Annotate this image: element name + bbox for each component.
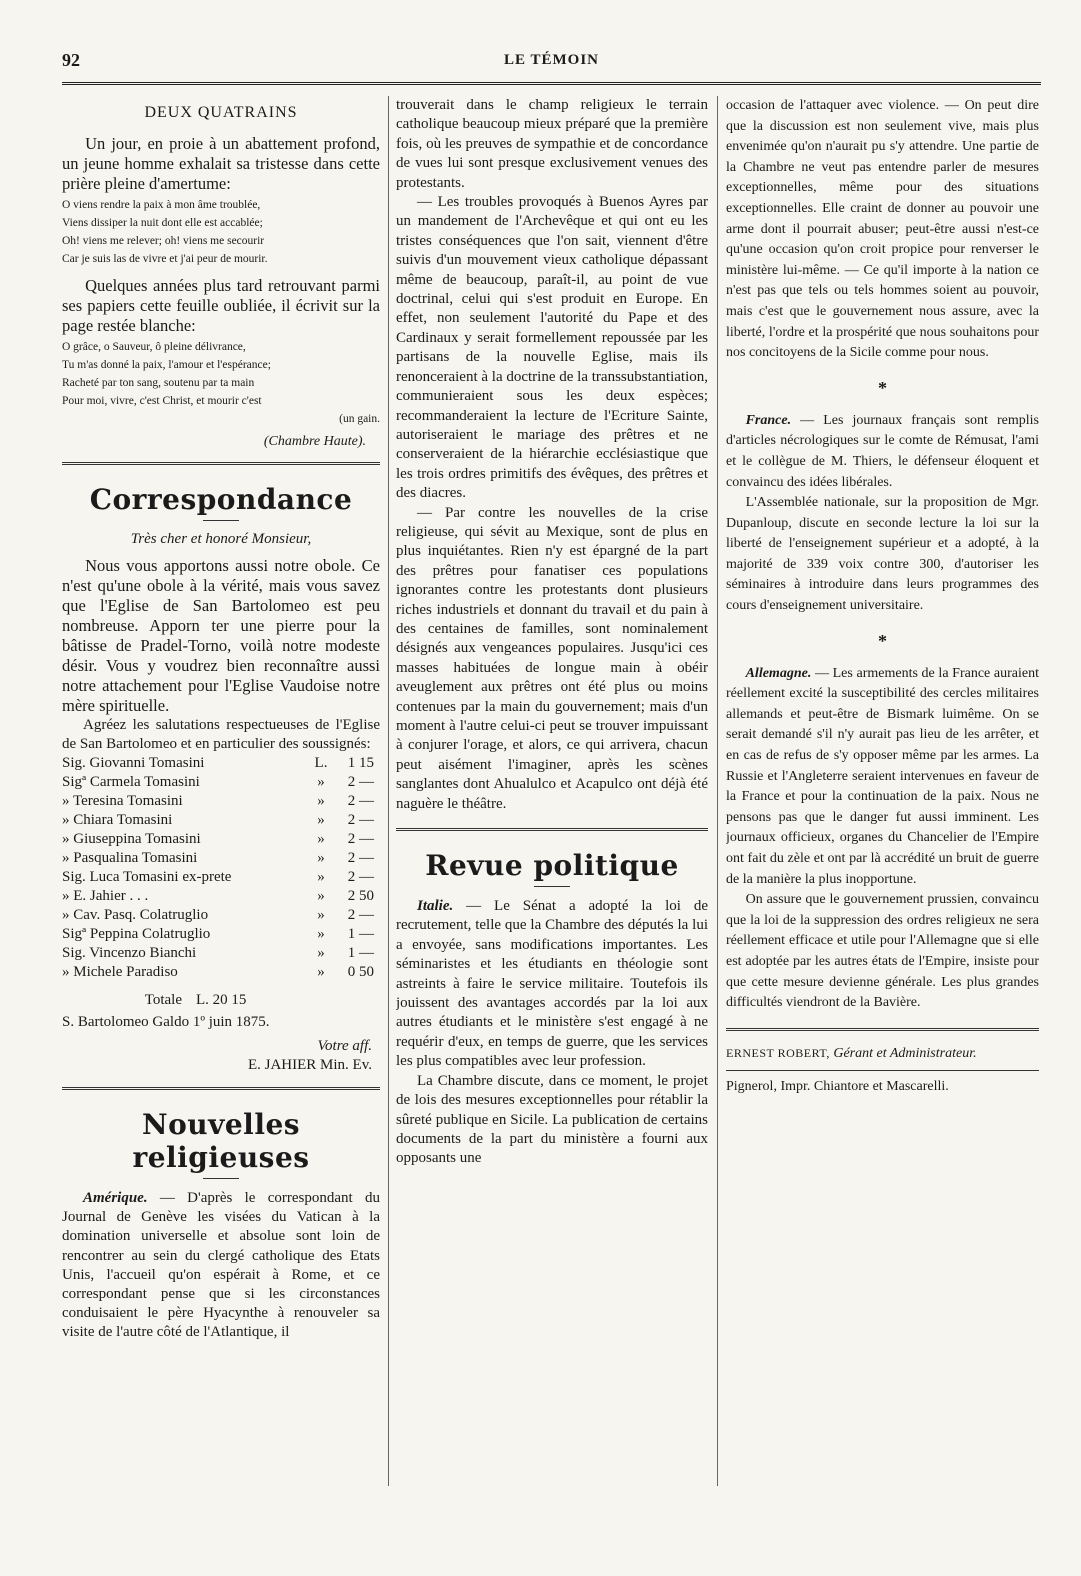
subscriber-amount: 1 15 [347,755,374,772]
column-2 [396,96,708,1486]
newspaper-title: LE TÉMOIN [504,52,599,68]
article-paragraph: trouverait dans le champ religieux le terrain catholique beaucoup mieux préparé que la première fois, où les preuves de sympathie et de concordance de vues lui sont presque exclusivement venues des protestants. [396,97,708,191]
printer-credit: Pignerol, Impr. Chiantore et Mascarelli. [726,1079,949,1095]
correspondance-title: Correspondance [89,483,353,516]
verse-line: Pour moi, vivre, c'est Christ, et mourir c'est [62,395,262,407]
subscriber-currency: » [317,964,325,981]
subscriber-name: Sigª Carmela Tomasini [62,774,200,791]
revue-politique-title: Revue politique [425,849,679,883]
subscriber-amount: 1 — [347,926,374,943]
subscriber-name: Sig. Giovanni Tomasini [62,755,205,772]
subscriber-amount: 2 — [347,793,374,810]
subscriber-currency: » [317,869,325,886]
subscriber-name: » Pasqualina Tomasini [62,850,198,867]
subscriber-row [62,925,380,944]
correspondance-text: Nous vous apportons aussi notre obole. Ce n'est qu'une obole à la vérité, mais vous savez que l'Eglise de San Bartolomeo est peu nombreuse. Apporn ter une pierre pour la bâtisse de Pradel-Torno, voilà notre modeste désir. Vous y voudrez bien reconnaître aussi notre attachement pour l'Eglise Vaudoise notre mère spirituelle. [62,556,380,715]
section-separator [726,1028,1039,1031]
verse-line: Racheté par ton sang, soutenu par ta main [62,377,255,389]
header-rule [62,82,1041,85]
france-label: France. [745,412,792,428]
allemagne-text: — Les armements de la France auraient réellement excité la susceptibilité des cercles militaires allemands et peut-être de Bismark luimême. On se serait demandé s'il n'y aurait pas lieu de les arrêter, et en cas de refus de s'y opposer même par les armes. La Russie et l'Angleterre seraient intervenues en faveur de la France et pour la continuation de la paix. Nous ne pensons pas que le danger fut aussi imminent. Les journaux officieux, organes du Chancelier de l'Empire ont fait du zèle et ont par là accrédité un bruit de guerre de la manière la plus inopportune. [726,665,1039,887]
subscriber-name: » Michele Paradiso [62,964,178,981]
buenos-ayres-paragraph: — Les troubles provoqués à Buenos Ayres par un mandement de l'Archevêque et qui ont eu les tristes conséquences que l'on sait, viennent d'être suivis d'un mouvement vieux catholique dépassant même de beaucoup, paraît-il, au point de vue doctrinal, celui qui s'est produit en Europe. En effet, non seulement l'autorité du Pape et des Cardinaux y serait formellement repoussée par les partisans de la nouvelle Eglise, mais ils renonceraient à la doctrine de la transsubstantiation, communieraient sous les deux espèces; recommanderaient la lecture de l'Ecriture Sainte, autoriseraient le mariage des prêtres et ne conserveraient de la hiérarchie ecclésiastique que les trois ordres primitifs des évêques, des prêtres et des diacres. [396,194,708,502]
subscriber-currency: » [317,812,325,829]
verse-line: Viens dissiper la nuit dont elle est accablée; [62,217,263,229]
place-date: S. Bartolomeo Galdo 1º juin 1875. [62,1014,270,1031]
subscriber-currency: » [317,793,325,810]
section-star: * [878,630,887,651]
subscriber-name: » Teresina Tomasini [62,793,183,810]
subscriber-currency: » [317,926,325,943]
subscriber-currency: » [317,945,325,962]
section-separator [62,462,380,465]
total-row [62,992,380,1009]
signature: E. JAHIER Min. Ev. [247,1056,372,1073]
prusse-paragraph: On assure que le gouvernement prussien, convaincu que la loi de la suppression des ordres religieux ne sera réellement efficace et utile pour l'Allemagne que si elle est adoptée par les autres états de l'Empire, insiste pour que cette mesure devienne générale. Les plus grandes difficultés viendront de la Bavière. [726,892,1039,1011]
verse-line: Tu m'as donné la paix, l'amour et l'espérance; [62,359,271,371]
page-number: 92 [62,50,80,70]
subscriber-name: » E. Jahier . . . [62,888,149,905]
salutation: Très cher et honoré Monsieur, [130,531,312,547]
section-star: * [878,377,887,398]
title-dash [203,520,239,521]
chambre-paragraph: La Chambre discute, dans ce moment, le projet de lois des mesures exceptionnelles pour rétablir la sûreté publique en Sicile. La publication de certains documents de la part du ministère a fourni aux opposants une [396,1072,708,1167]
subscriber-currency: » [317,888,325,905]
subscriber-row [62,849,380,868]
subscriber-currency: » [317,831,325,848]
quatrains-intro: Un jour, en proie à un abattement profond, un jeune homme exhalait sa tristesse dans cette prière pleine d'amertume: [62,134,380,193]
subscriber-name: » Cav. Pasq. Colatruglio [62,907,209,924]
article-paragraph: occasion de l'attaquer avec violence. — On peut dire que la discussion est non seulement vive, mais plus envenimée qu'on n'aurait pu s'y attendre. Une partie de la Chambre ne veut pas entendre parler de mesures exceptionnelles, même pour des situations exceptionnelles. Elle craint de donner au pouvoir une arme dont il pourrait abuser; peut-être aussi n'est-ce qu'une occasion qu'on croit propice pour renverser le ministère lui-même. — Ce qu'il importe à la nation ce n'est pas que tels ou tels hommes soient au pouvoir, mais c'est que le gouvernement nous assure, avec la liberté, l'ordre et la prospérité que nous souhaitons pour nos concitoyens de la Sicile comme pour nous. [726,98,1039,361]
subscriber-row [62,792,380,811]
subscriber-row [62,944,380,963]
quatrains-intro-2: Quelques années plus tard retrouvant parmi ses papiers cette feuille oubliée, il écrivit sur la page restée blanche: [62,276,380,335]
amerique-text: — D'après le correspondant du Journal de Genève les visées du Vatican à la domination universelle et absolue sont loin de rencontrer au sein du clergé catholique des Etats Unis, l'accueil qu'on espérait à Rome, et ce correspondant pense que si les circonstances conduisaient le père Hyacynthe à renouveler sa visite de l'autre côté de l'Atlantique, il [62,1190,380,1341]
subscriber-amount: 2 — [347,831,374,848]
manager-role: Gérant et Administrateur. [833,1045,977,1061]
subscriber-amount: 2 50 [347,888,374,905]
subscriber-row [62,773,380,792]
subscriber-row [62,754,380,773]
italie-article [396,897,708,1072]
subscriber-amount: 2 — [347,850,374,867]
subscriber-row [62,830,380,849]
subscriber-name: Sigª Peppina Colatruglio [62,926,211,943]
total-value: L. 20 15 [196,992,247,1009]
subscriber-row [62,963,380,982]
subscriber-amount: 2 — [347,812,374,829]
assemblee-paragraph: L'Assemblée nationale, sur la proposition de Mgr. Dupanloup, discute en seconde lecture la loi sur la liberté de l'enseignement supérieur et a adopté, à la majorité de 339 voix contre 300, d'autoriser les séminaires à introduire dans leurs programmes des cours d'enseignement universitaire. [726,495,1039,614]
verse-line: O grâce, o Sauveur, ô pleine délivrance, [62,341,246,353]
verse-line: (un gain. [339,413,380,425]
subscriber-name: Sig. Vincenzo Bianchi [62,945,197,962]
amerique-article [62,1189,380,1343]
quatrains-title: DEUX QUATRAINS [144,104,298,121]
subscriber-row [62,868,380,887]
subscriber-currency: L. [314,755,328,772]
verse-1 [62,196,380,268]
subscriber-amount: 2 — [347,774,374,791]
verse-line: O viens rendre la paix à mon âme troublée, [62,199,261,211]
verse-line: Car je suis las de vivre et j'ai peur de mourir. [62,253,268,265]
correspondance-text-2: Agréez les salutations respectueuses de l'Eglise de San Bartolomeo et en particulier des soussignés: [62,717,380,753]
manager-credit [726,1043,1039,1065]
subscriber-name: » Giuseppina Tomasini [62,831,201,848]
footer-rule [726,1070,1039,1071]
title-dash [203,1178,239,1179]
total-label: Totale [144,992,182,1009]
verse-source: (Chambre Haute). [263,434,366,449]
mexique-paragraph: — Par contre les nouvelles de la crise religieuse, qui sévit au Mexique, sont de plus en plus inquiétantes. Rien n'y est épargné de la part des prêtres pour fanatiser ces populations ignorantes contre les protestants dont plusieurs riches industriels et donnant du travail et du pain à des centaines de familles, sont nominalement désignés aux vengeances populaires. Jusqu'ici ces masses habituées de longue main à obéir aveuglement aux prêtres ont été plus ou moins contenues par la main du gouvernement; mais d'un moment à l'autre celui-ci peut se trouver impuissant à conjurer l'orage, et alors, ce qui arrivera, chacun peut aisément l'imaginer, après les scènes sanglantes dont Ahualulco et Acapulco ont déjà été naguère le théâtre. [396,504,708,812]
manager-name: ERNEST ROBERT, [726,1045,830,1060]
subscriber-amount: 2 — [347,907,374,924]
section-separator [62,1087,380,1090]
subscriber-currency: » [317,850,325,867]
nouvelles-religieuses-title: Nouvelles religieuses [132,1108,310,1175]
column-divider [388,96,389,1486]
verse-line: Oh! viens me relever; oh! viens me secourir [62,235,265,247]
subscriber-row [62,887,380,906]
subscriber-name: » Chiara Tomasini [62,812,173,829]
france-text: — Les journaux français sont remplis d'articles nécrologiques sur le comte de Rémusat, l'ami et le collègue de M. Thiers, le défenseur éloquent et convaincu des idées libérales. [726,412,1039,490]
amerique-label: Amérique. [83,1190,148,1207]
allemagne-label: Allemagne. [745,665,812,681]
subscriber-name: Sig. Luca Tomasini ex-prete [62,869,232,886]
page-header [62,50,1041,74]
subscriber-row [62,906,380,925]
closing: Votre aff. [317,1037,372,1054]
subscriber-amount: 2 — [347,869,374,886]
allemagne-article [726,664,1039,891]
italie-text: — Le Sénat a adopté la loi de recrutement, telle que la Chambre des députés la lui a envoyée, sans modifications importantes. Les séminaristes et les étudiants en théologie sont astreints à faire le service militaire. Toutefois ils jouissent des avantages accordés par la loi aux autres étudiants et le ministère s'est engagé à ne requérir d'eux, en temps de guerre, que les services les plus compatibles avec leur profession. [396,898,708,1070]
verse-2 [62,338,380,428]
italie-label: Italie. [417,898,454,915]
column-1 [62,96,380,1486]
column-divider [717,96,718,1486]
subscriber-list [62,754,380,982]
title-dash [534,886,570,887]
section-separator [396,828,708,831]
subscriber-amount: 0 50 [347,964,374,981]
subscriber-currency: » [317,907,325,924]
subscriber-amount: 1 — [347,945,374,962]
subscriber-row [62,811,380,830]
column-3 [726,96,1039,1486]
subscriber-currency: » [317,774,325,791]
france-article [726,411,1039,493]
